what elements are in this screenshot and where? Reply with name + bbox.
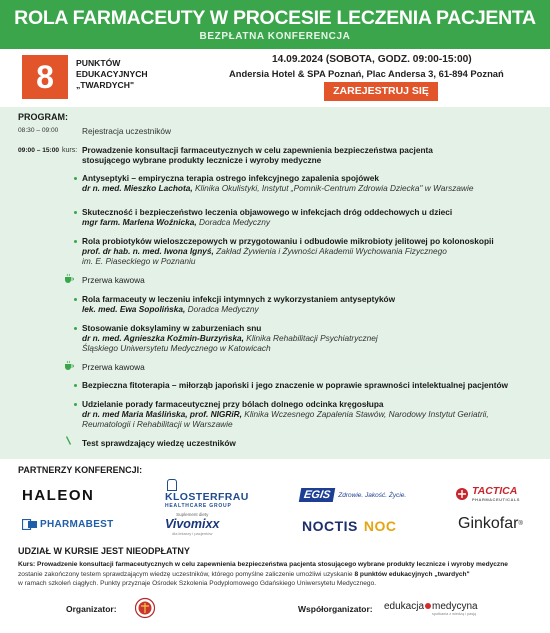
- noctis-name: NOCTIS: [302, 518, 358, 534]
- knowledge-test: Test sprawdzający wiedzę uczestników: [82, 438, 236, 448]
- program-title: PROGRAM:: [18, 112, 68, 122]
- topic-5-title: Stosowanie doksylaminy w zaburzeniach snu: [82, 323, 262, 333]
- coffee-cup-icon: [64, 360, 74, 370]
- egis-name: EGIS: [299, 488, 336, 502]
- coorganizer-label: Współorganizator:: [298, 604, 373, 614]
- tactica-mark-icon: [455, 487, 469, 501]
- topic-1: [82, 173, 537, 193]
- topic-4-title: Rola farmaceuty w leczeniu infekcji intymnych z wykorzystaniem antyseptyków: [82, 294, 396, 304]
- free-participation-title: UDZIAŁ W KURSIE JEST NIEODPŁATNY: [18, 546, 190, 556]
- points-label-line3: „TWARDYCH": [76, 80, 135, 90]
- bullet-icon: [74, 327, 77, 330]
- topic-5-affiliation-2: Śląskiego Uniwersytetu Medycznego w Katowicach: [82, 343, 271, 353]
- topic-4-speaker: lek. med. Ewa Sopolińska,: [82, 304, 186, 314]
- noc-name: NOC: [363, 518, 397, 534]
- points-label-line2: EDUKACYJNYCH: [76, 69, 148, 79]
- bullet-icon: [74, 403, 77, 406]
- topic-7-affiliation-2: Reumatologii i Rehabilitacji w Warszawie: [82, 419, 233, 429]
- fine-test-text: zostanie zakończony testem sprawdzającym wiedzę uczestników, którego pomyślne zaliczenie umożliwi uzyskanie: [18, 570, 355, 578]
- topic-7-title: Udzielanie porady farmaceutycznej przy bólach dolnego odcinka kręgosłupa: [82, 399, 384, 409]
- haleon-logo: HALEON: [22, 487, 95, 504]
- course-title-line2: stosującego wybrane produkty lecznicze i wyroby medyczne: [82, 155, 322, 165]
- topic-2: [82, 207, 537, 227]
- bullet-icon: [74, 240, 77, 243]
- points-badge: 8: [22, 55, 68, 99]
- egis-tagline: Zdrowie. Jakość. Życie.: [338, 491, 407, 499]
- info-bar: [0, 49, 550, 107]
- coffee-cup-icon: [64, 273, 74, 283]
- fine-course-label: Kurs:: [18, 561, 36, 568]
- edukacja-medycyna-logo: [384, 601, 478, 616]
- pharmabest-logo: [22, 519, 114, 530]
- topic-3-speaker: prof. dr hab. n. med. Iwona Ignyś,: [82, 246, 214, 256]
- event-venue: Andersia Hotel & SPA Poznań, Plac Andersa 3, 61-894 Poznań: [229, 68, 504, 79]
- course-label: kurs:: [62, 147, 78, 154]
- klosterfrau-mark-icon: [167, 479, 177, 491]
- vivomixx-logo: [165, 512, 219, 536]
- course-title: [82, 145, 537, 165]
- fine-credits-text: w ramach szkoleń ciągłych. Punkty przyznaje Ośrodek Szkolenia Podyplomowego Gdańskiego Uniwersytetu Medycznego.: [18, 580, 377, 587]
- footer-fine-print: [18, 560, 538, 589]
- topic-3-title: Rola probiotyków wieloszczepowych w przygotowaniu i odbudowie mikrobioty jelitowej po kolonoskopii: [82, 236, 494, 246]
- vivomixx-name: Vivomixx: [165, 517, 220, 531]
- coffee-break-2: Przerwa kawowa: [82, 362, 145, 372]
- klosterfrau-name: KLOSTERFRAU: [165, 491, 249, 503]
- topic-7-affiliation: Klinika Wczesnego Zapalenia Stawów, Narodowy Instytut Geriatrii,: [241, 409, 489, 419]
- coorg-dot-icon: [425, 603, 431, 609]
- bullet-icon: [74, 298, 77, 301]
- points-label-line1: PUNKTÓW: [76, 58, 121, 68]
- vivomixx-supplement: Suplement diety: [176, 512, 209, 517]
- topic-5-speaker: dr n. med. Agnieszka Koźmin-Burzyńska,: [82, 333, 244, 343]
- course-time: 09:00 – 15:00: [18, 147, 60, 154]
- fine-points-text: 8 punktów edukacyjnych „twardych": [354, 570, 470, 578]
- topic-1-speaker: dr n. med. Mieszko Lachota,: [82, 183, 193, 193]
- topic-7: [82, 399, 537, 429]
- topic-4: [82, 294, 537, 314]
- ginkofar-mark: ®: [518, 521, 523, 527]
- registration-time: 08:30 – 09:00: [18, 127, 59, 134]
- topic-7-speaker: dr n. med Maria Maślińska, prof. NIGRiR,: [82, 409, 242, 419]
- topic-5: [82, 323, 537, 353]
- noctis-logo: [302, 518, 397, 534]
- topic-3-affiliation-2: im. E. Piaseckiego w Poznaniu: [82, 256, 196, 266]
- course-title-line1: Prowadzenie konsultacji farmaceutycznych w celu zapewnienia bezpieczeństwa pacjenta: [82, 145, 433, 155]
- topic-5-affiliation: Klinika Rehabilitacji Psychiatrycznej: [243, 333, 378, 343]
- fine-course-title: Prowadzenie konsultacji farmaceutycznych w celu zapewnienia bezpieczeństwa pacjenta stosującego wybrane produkty lecznicze i wyroby medyczne: [35, 561, 508, 568]
- topic-2-title: Skuteczność i bezpieczeństwo leczenia objawowego w infekcjach dróg oddechowych u dzieci: [82, 207, 453, 217]
- topic-2-speaker: mgr farm. Marlena Woźnicka,: [82, 217, 197, 227]
- program-section: [0, 107, 550, 459]
- event-date: 14.09.2024 (SOBOTA, GODZ. 09:00-15:00): [272, 54, 472, 65]
- pharmabest-mark-icon: [22, 519, 38, 530]
- organizer-label: Organizator:: [66, 604, 117, 614]
- register-button[interactable]: ZAREJESTRUJ SIĘ: [324, 82, 438, 101]
- coorg-logo-part2: medycyna: [432, 601, 478, 612]
- bullet-icon: [74, 384, 77, 387]
- ginkofar-name: Ginkofar: [458, 515, 519, 532]
- bullet-icon: [74, 211, 77, 214]
- header-banner: [0, 0, 550, 49]
- topic-4-affiliation: Doradca Medyczny: [185, 304, 259, 314]
- points-label: [76, 58, 148, 91]
- topic-1-title: Antyseptyki – empiryczna terapia ostrego infekcyjnego zapalenia spojówek: [82, 173, 379, 183]
- coffee-break-1: Przerwa kawowa: [82, 275, 145, 285]
- egis-logo: [300, 488, 406, 502]
- coorg-tagline: spotkania z wiedzą i pasją: [432, 612, 477, 616]
- pencil-icon: [64, 436, 74, 446]
- page-subtitle: BEZPŁATNA KONFERENCJA: [199, 31, 351, 42]
- klosterfrau-sub: HEALTHCARE GROUP: [165, 503, 232, 509]
- klosterfrau-logo: [165, 479, 249, 509]
- partners-title: PARTNERZY KONFERENCJI:: [18, 465, 143, 475]
- pharmabest-name: PHARMABEST: [40, 519, 114, 530]
- topic-3-affiliation: Zakład Żywienia i Żywności Akademii Wychowania Fizycznego: [213, 246, 447, 256]
- tactica-sub: PHARMACEUTICALS: [472, 497, 520, 502]
- topic-6-title: Bezpieczna fitoterapia – miłorząb japoński i jego znaczenie w poprawie sprawności intelektualnej pacjentów: [82, 380, 509, 390]
- page-title: ROLA FARMACEUTY W PROCESIE LECZENIA PACJENTA: [14, 7, 536, 29]
- topic-2-affiliation: Doradca Medyczny: [196, 217, 270, 227]
- topic-1-affiliation: Klinika Okulistyki, Instytut „Pomnik-Centrum Zdrowia Dziecka" w Warszawie: [192, 183, 474, 193]
- vivomixx-sub: dla lekarzy i pacjentów: [172, 531, 213, 536]
- registration-text: Rejestracja uczestników: [82, 126, 171, 136]
- ginkofar-logo: [458, 515, 523, 533]
- bullet-icon: [74, 177, 77, 180]
- university-crest-icon: [135, 596, 155, 620]
- topic-3: [82, 236, 537, 266]
- tactica-logo: [455, 485, 520, 502]
- tactica-name: TACTICA: [472, 485, 518, 497]
- coorg-logo-part1: edukacja: [384, 601, 425, 612]
